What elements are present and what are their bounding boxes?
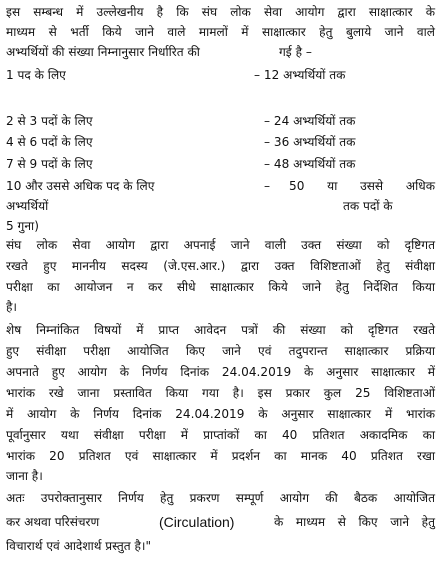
intro-line-2: माध्यम से भर्ती किये जाने वाले मामलों में साक्षात्कार हेतु बुलाये जाने वाले [6,25,435,39]
para2-line-4: भारांक रखे जाना प्रस्तावित किया गया है। इस प्रकार कुल 25 विशिष्टताओं [6,386,435,400]
para3-line-2 [6,510,435,534]
ratio-candidates-cont: तक पदों के [343,199,393,213]
ratio-row-5 [6,176,435,196]
ratio-row-5-cont [6,196,435,216]
para1-line-4: है। [6,300,18,314]
intro-line-3 [6,42,435,62]
para2-line-2: हुए संवीक्षा परीक्षा आयोजित किए जाने एवं तदुपरान्त साक्षात्कार प्रक्रिया [6,344,435,358]
ratio-row-4 [6,154,435,174]
ratio-candidates: 50 या उससे अधिक [289,179,435,193]
para2-line-6: पूर्वानुसार यथा संवीक्षा परीक्षा में प्राप्तांकों का 40 प्रतिशत अकादमिक का [6,428,435,442]
para2-line-8: जाना है। [6,469,43,483]
ratio-posts: 7 से 9 पदों के लिए [6,157,93,171]
para2-line-3: अपनाते हुए आयोग के निर्णय दिनांक 24.04.2019 के अनुसार साक्षात्कार में [6,365,435,379]
intro-line-3-text: अभ्यर्थियों की संख्या निम्नानुसार निर्धारित की [6,45,200,59]
intro-line-3-tail: गई है – [279,45,312,59]
ratio-candidates: – 12 अभ्यर्थियों तक [254,68,346,82]
ratio-posts-cont: अभ्यर्थियों [6,199,49,213]
ratio-end: 5 गुना) [6,219,39,233]
ratio-row-1 [6,65,435,85]
ratio-row-3 [6,132,435,152]
para1-line-3: परीक्षा का आयोजन न कर सीधे साक्षात्कार किये जाने हेतु निर्देशित किया [6,280,435,294]
ratio-posts: 1 पद के लिए [6,68,66,82]
para1-line-2: रखते हुए माननीय सदस्य (जे.एस.आर.) द्वारा उक्त विशिष्टताओं हेतु संवीक्षा [6,259,435,273]
para3-line-2-pre: कर अथवा परिसंचरण [6,515,100,529]
ratio-posts: 2 से 3 पदों के लिए [6,114,93,128]
para3-line-2-post: के माध्यम से किए जाने हेतु [274,515,435,529]
para2-line-1: शेष निम्नांकित विषयों में प्राप्त आवेदन पत्रों की संख्या को दृष्टिगत रखते [6,323,435,337]
ratio-candidates: – 24 अभ्यर्थियों तक [264,114,356,128]
para2-line-7: भारांक 20 प्रतिशत एवं साक्षात्कार में प्रदर्शन का मानक 40 प्रतिशत रखा [6,449,435,463]
ratio-candidates: – 48 अभ्यर्थियों तक [264,157,356,171]
para3-line-1: अतः उपरोक्तानुसार निर्णय हेतु प्रकरण सम्पूर्ण आयोग की बैठक आयोजित [6,491,435,505]
para3-line-3: विचारार्थ एवं आदेशार्थ प्रस्तुत है।" [6,539,152,553]
ratio-posts: 10 और उससे अधिक पद के लिए [6,179,155,193]
ratio-dash: – [264,179,271,193]
para1-line-1: संघ लोक सेवा आयोग द्वारा अपनाई जाने वाली उक्त संख्या को दृष्टिगत [6,238,435,252]
para2-line-5: में आयोग के निर्णय दिनांक 24.04.2019 के अनुसार साक्षात्कार में भारांक [6,407,435,421]
circulation-term: (Circulation) [159,514,235,530]
ratio-row-5-end [6,216,435,236]
intro-line-1: इस सम्बन्ध में उल्लेखनीय है कि संघ लोक सेवा आयोग द्वारा साक्षात्कार के [6,5,435,19]
ratio-posts: 4 से 6 पदों के लिए [6,135,93,149]
ratio-candidates: – 36 अभ्यर्थियों तक [264,135,356,149]
ratio-row-2 [6,111,435,131]
